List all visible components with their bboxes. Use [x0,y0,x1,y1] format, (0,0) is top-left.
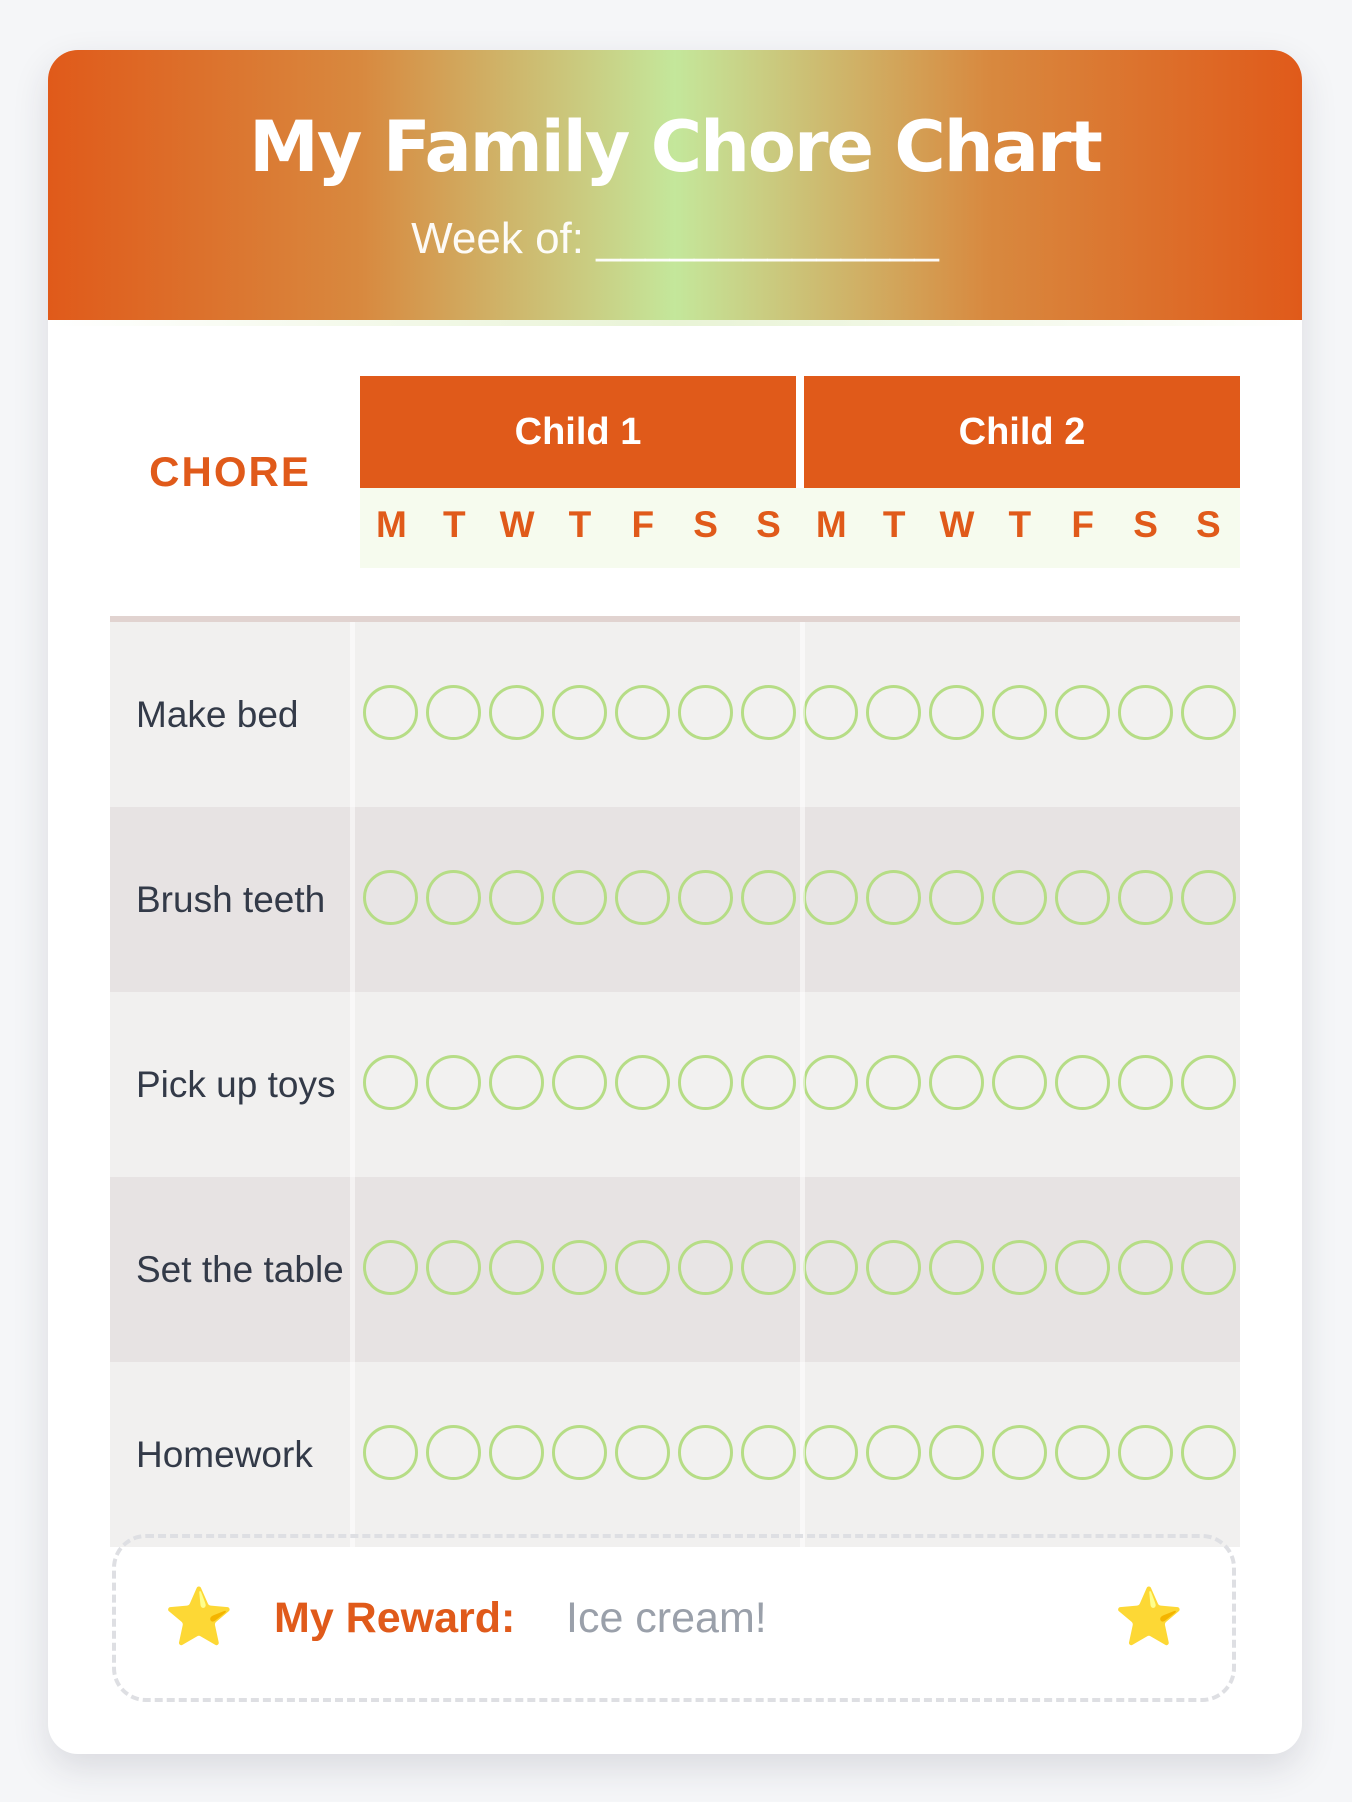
check-circle[interactable] [741,1055,796,1110]
column-separator [350,622,355,807]
check-circle[interactable] [929,1240,984,1295]
child-2-header: Child 2 [804,376,1240,488]
check-circle[interactable] [1181,870,1236,925]
check-circle[interactable] [741,685,796,740]
check-circle[interactable] [992,685,1047,740]
check-circle[interactable] [741,1425,796,1480]
chore-chart-card [48,50,1302,1754]
check-circle[interactable] [615,685,670,740]
check-circle[interactable] [1055,685,1110,740]
check-circle[interactable] [1055,1240,1110,1295]
check-circle[interactable] [489,870,544,925]
check-circle[interactable] [929,1425,984,1480]
check-circle[interactable] [992,870,1047,925]
check-circle[interactable] [1118,1055,1173,1110]
child-1-header: Child 1 [360,376,796,488]
check-circle[interactable] [678,1055,733,1110]
day-label: F [1071,504,1094,545]
check-circle[interactable] [615,1425,670,1480]
check-circle[interactable] [678,1240,733,1295]
day-label: S [756,504,781,545]
check-circle[interactable] [1118,1425,1173,1480]
check-circle[interactable] [489,685,544,740]
check-circle[interactable] [615,1240,670,1295]
chore-column-header: CHORE [149,448,311,495]
check-circle[interactable] [1181,685,1236,740]
column-separator [800,992,805,1177]
check-circle[interactable] [552,1425,607,1480]
day-label: T [442,504,466,545]
column-separator [350,1177,355,1362]
column-separator [350,992,355,1177]
chore-row [110,1362,1240,1547]
chore-row [110,992,1240,1177]
check-circle[interactable] [426,1055,481,1110]
chore-label: Pick up toys [136,1063,336,1105]
chore-label: Homework [136,1433,313,1475]
check-circle[interactable] [363,1055,418,1110]
reward-box [112,1534,1236,1702]
check-circle[interactable] [992,1055,1047,1110]
day-label: T [1008,504,1032,545]
day-header-row [360,488,1240,568]
check-circle[interactable] [426,870,481,925]
check-circle[interactable] [426,1240,481,1295]
check-circle[interactable] [552,870,607,925]
check-circle[interactable] [363,685,418,740]
check-circle[interactable] [1118,685,1173,740]
column-separator [800,1177,805,1362]
day-label: S [1133,504,1158,545]
check-circle[interactable] [489,1240,544,1295]
chore-row [110,1177,1240,1362]
check-circle[interactable] [489,1055,544,1110]
day-label: W [499,504,535,545]
check-circle[interactable] [1055,1055,1110,1110]
check-circle[interactable] [803,1055,858,1110]
check-circle[interactable] [363,1425,418,1480]
chore-label: Set the table [136,1248,344,1290]
page-title: My Family Chore Chart [249,106,1101,188]
check-circle[interactable] [866,1240,921,1295]
column-separator [350,1362,355,1547]
reward-label: My Reward: [274,1594,516,1642]
day-label: W [939,504,975,545]
check-circle[interactable] [1118,1240,1173,1295]
check-circle[interactable] [803,1425,858,1480]
chore-label: Brush teeth [136,878,326,920]
column-separator [350,807,355,992]
day-label: M [815,504,847,545]
column-separator [800,622,805,807]
check-circle[interactable] [678,685,733,740]
check-circle[interactable] [929,685,984,740]
check-circle[interactable] [363,870,418,925]
day-label: F [631,504,655,545]
check-circle[interactable] [866,685,921,740]
reward-value[interactable]: Ice cream! [566,1594,767,1642]
check-circle[interactable] [1181,1240,1236,1295]
check-circle[interactable] [678,870,733,925]
check-circle[interactable] [615,1055,670,1110]
chart-header [48,50,1302,320]
check-circle[interactable] [363,1240,418,1295]
day-label: T [882,504,906,545]
check-circle[interactable] [929,1055,984,1110]
check-circle[interactable] [741,1240,796,1295]
column-separator [800,807,805,992]
check-circle[interactable] [1055,1425,1110,1480]
check-circle[interactable] [1055,870,1110,925]
check-circle[interactable] [1181,1055,1236,1110]
star-icon: ⭐ [1114,1585,1184,1650]
check-circle[interactable] [1181,1425,1236,1480]
check-circle[interactable] [741,870,796,925]
day-label: M [376,504,407,545]
chore-row [110,807,1240,992]
check-circle[interactable] [803,685,858,740]
day-label: S [693,504,718,545]
week-of-field[interactable]: Week of: ______________ [411,214,939,263]
check-circle[interactable] [552,1240,607,1295]
check-circle[interactable] [992,1240,1047,1295]
check-circle[interactable] [929,870,984,925]
star-icon: ⭐ [164,1585,234,1650]
check-circle[interactable] [1118,870,1173,925]
check-circle[interactable] [426,1425,481,1480]
column-separator [800,1362,805,1547]
check-circle[interactable] [426,685,481,740]
check-circle[interactable] [489,1425,544,1480]
check-circle[interactable] [866,1425,921,1480]
check-circle[interactable] [552,1055,607,1110]
check-circle[interactable] [803,870,858,925]
day-label: T [568,504,592,545]
check-circle[interactable] [866,1055,921,1110]
check-circle[interactable] [992,1425,1047,1480]
check-circle[interactable] [866,870,921,925]
check-circle[interactable] [552,685,607,740]
check-circle[interactable] [803,1240,858,1295]
chore-row [110,622,1240,807]
check-circle[interactable] [678,1425,733,1480]
day-label: S [1196,504,1221,545]
check-circle[interactable] [615,870,670,925]
chore-label: Make bed [136,693,299,735]
